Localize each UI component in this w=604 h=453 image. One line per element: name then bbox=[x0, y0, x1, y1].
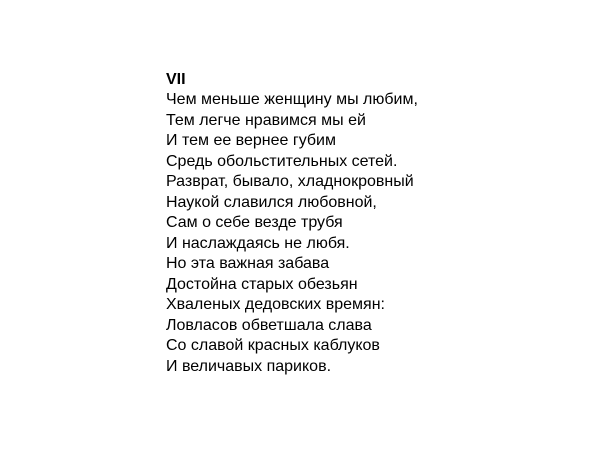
poem-line: Сам о себе везде трубя bbox=[166, 214, 343, 231]
poem-line: И наслаждаясь не любя. bbox=[166, 234, 350, 252]
poem-line: Достойна старых обезьян bbox=[166, 275, 358, 293]
poem-line: Хваленых дедовских времян: bbox=[166, 296, 385, 313]
poem-line: И величавых париков. bbox=[166, 357, 332, 375]
poem-line: Ловласов обветшала слава bbox=[166, 316, 372, 334]
poem-lines bbox=[166, 90, 586, 377]
poem-line: Но эта важная забава bbox=[166, 255, 330, 272]
poem-line: Разврат, бывало, хладнокровный bbox=[166, 173, 414, 190]
poem-line: Со славой красных каблуков bbox=[166, 337, 380, 354]
poem-line: И тем ее вернее губим bbox=[166, 132, 336, 149]
poem-line: Наукой славился любовной, bbox=[166, 193, 377, 211]
poem-line: Чем меньше женщину мы любим, bbox=[166, 91, 418, 108]
poem-stanza bbox=[166, 70, 586, 377]
poem-line: Средь обольстительных сетей. bbox=[166, 152, 398, 170]
stanza-number-heading: VII bbox=[166, 71, 186, 88]
poem-line: Тем легче нравимся мы ей bbox=[166, 111, 366, 129]
